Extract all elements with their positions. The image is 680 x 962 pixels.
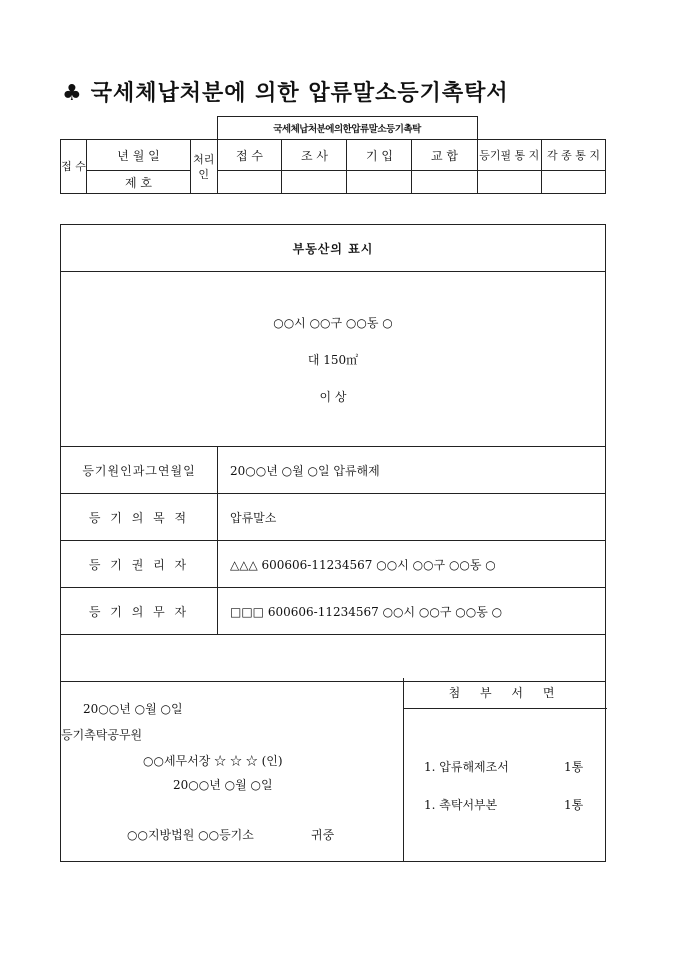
row-label-purpose: 등 기 의 목 적	[61, 494, 218, 541]
row-value-purpose: 압류말소	[218, 494, 606, 541]
col-various-notice: 각 종 통 지	[542, 140, 606, 171]
row-value-obligor: □□□ 600606-11234567 ○○시 ○○구 ○○동 ○	[218, 588, 606, 635]
cell-check-blank	[412, 171, 477, 194]
property-area: 대 150㎡	[307, 352, 359, 367]
registration-header-table	[60, 116, 606, 194]
property-description	[61, 272, 606, 447]
number-label: 제 호	[87, 171, 191, 194]
footer-honorific: 귀중	[311, 828, 335, 842]
document-title-text: 국세체납처분에 의한 압류말소등기촉탁서	[90, 80, 509, 106]
footer-recipient: ○○지방법원 ○○등기소	[127, 828, 254, 842]
row-value-right-holder: △△△ 600606-11234567 ○○시 ○○구 ○○동 ○	[218, 541, 606, 588]
footer-date2: 20○○년 ○월 ○일	[173, 778, 273, 792]
cell-various-blank	[542, 171, 606, 194]
document-title	[62, 76, 509, 107]
footer-date1: 20○○년 ○월 ○일	[83, 702, 183, 716]
row-label-obligor: 등 기 의 무 자	[61, 588, 218, 635]
footer-section	[60, 678, 606, 862]
row-label-cause: 등기원인과그연월일	[61, 447, 218, 494]
club-icon: ♣	[62, 80, 83, 106]
receipt-label: 접 수	[61, 140, 87, 194]
property-address: ○○시 ○○구 ○○동 ○	[273, 315, 393, 330]
attachment-count-1: 1통	[564, 760, 584, 774]
banner-cell: 국세체납처분에의한압류말소등기촉탁	[217, 117, 477, 140]
col-check: 교 합	[412, 140, 477, 171]
date-label: 년 월 일	[87, 140, 191, 171]
attachments-title: 첨 부 서 면	[404, 678, 607, 709]
property-heading: 부동산의 표시	[61, 225, 606, 272]
property-table	[60, 224, 606, 682]
col-completion-notice: 등기필 통 지	[477, 140, 542, 171]
property-end: 이 상	[319, 389, 347, 404]
process-label: 처리인	[191, 140, 218, 194]
attachment-item-1: 1. 압류해제조서	[424, 760, 509, 774]
col-review: 조 사	[282, 140, 347, 171]
footer-chief: ○○세무서장 ☆ ☆ ☆ (인)	[143, 754, 283, 768]
cell-completion-blank	[477, 171, 542, 194]
cell-entry-blank	[347, 171, 412, 194]
col-entry: 기 입	[347, 140, 412, 171]
col-receipt: 접 수	[217, 140, 282, 171]
cell-review-blank	[282, 171, 347, 194]
row-label-right-holder: 등 기 권 리 자	[61, 541, 218, 588]
attachment-item-2: 1. 촉탁서부본	[424, 798, 498, 812]
cell-receipt-blank	[217, 171, 282, 194]
attachments-box	[403, 678, 607, 862]
footer-official: 등기촉탁공무원	[61, 728, 143, 742]
attachment-count-2: 1통	[564, 798, 584, 812]
blank-row	[61, 635, 606, 682]
row-value-cause: 20○○년 ○월 ○일 압류해제	[218, 447, 606, 494]
